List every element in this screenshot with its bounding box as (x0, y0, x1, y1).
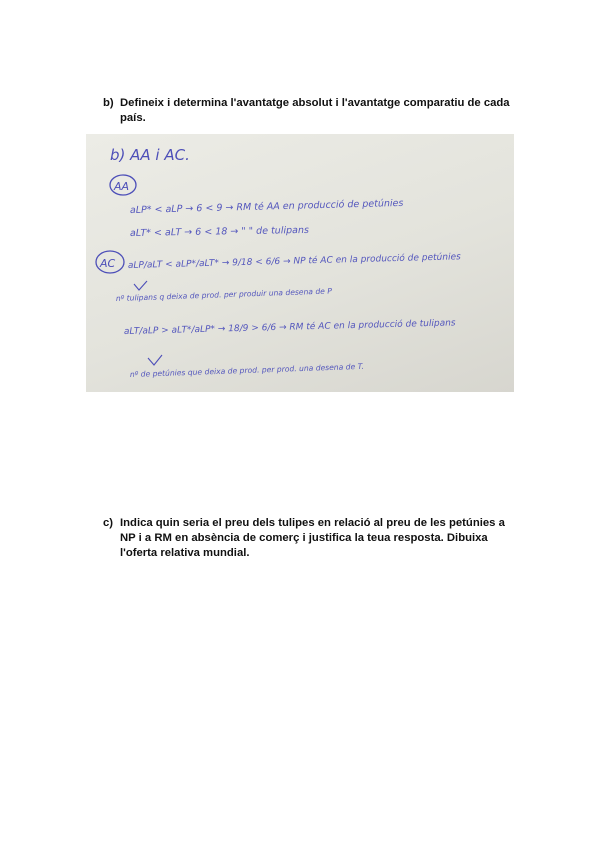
question-c-label: c) (103, 517, 114, 529)
aa-label: AA (114, 180, 130, 193)
question-c (103, 516, 513, 560)
ac-label: AC (100, 257, 116, 270)
ac-note-2: nº de petúnies que deixa de prod. per prod. una desena de T. (129, 361, 364, 379)
question-b (103, 96, 513, 126)
ac-line-1: aLP/aLT < aLP*/aLT* → 9/18 < 6/6 → NP té AC en la producció de petúnies (127, 252, 461, 271)
question-b-text: Defineix i determina l'avantatge absolut i l'avantatge comparatiu de cada país. (120, 97, 510, 124)
check-mark-2 (148, 355, 162, 365)
handwriting-svg (86, 134, 514, 392)
handwritten-answer-photo (86, 134, 514, 392)
answer-heading: b) AA i AC. (110, 146, 190, 164)
aa-line-1: aLP* < aLP → 6 < 9 → RM té AA en producció de petúnies (129, 197, 404, 216)
aa-line-2: aLT* < aLT → 6 < 18 → " " de tulipans (129, 224, 309, 239)
check-mark-1 (134, 281, 147, 290)
question-b-label: b) (103, 97, 114, 109)
ac-line-2: aLT/aLP > aLT*/aLP* → 18/9 > 6/6 → RM té AC en la producció de tulipans (123, 318, 456, 337)
question-c-text: Indica quin seria el preu dels tulipes en relació al preu de les petúnies a NP i a RM en absència de comerç i justifica la teua resposta. Dibuixa l'oferta relativa mundial. (120, 517, 505, 559)
ac-note-1: nº tulipans q deixa de prod. per produir una desena de P (115, 286, 333, 303)
